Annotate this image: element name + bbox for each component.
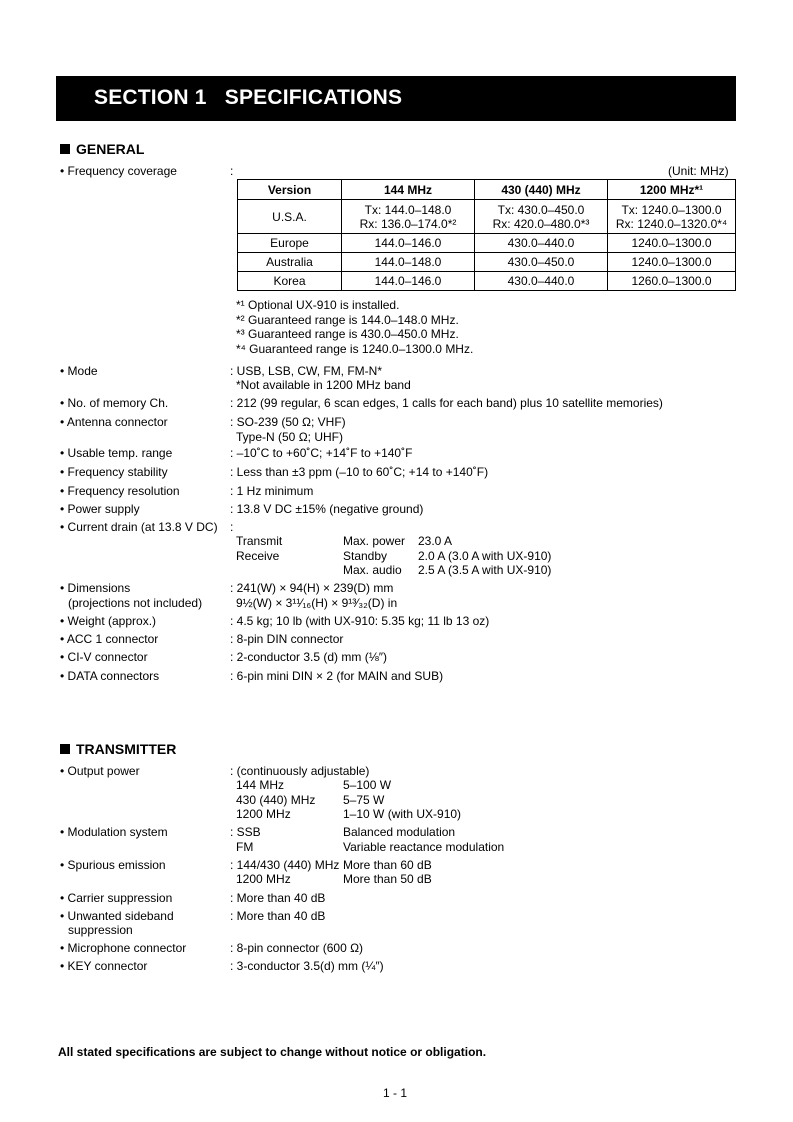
- page-number: 1 - 1: [383, 1086, 408, 1100]
- cell-1200: [608, 200, 736, 234]
- transmitter-heading: [60, 741, 176, 757]
- output-range: 5–75 W: [343, 793, 385, 807]
- microphone-label: • Microphone connector: [60, 941, 187, 955]
- spurious-band-2: 1200 MHz: [236, 872, 291, 886]
- data-value: : 6-pin mini DIN × 2 (for MAIN and SUB): [230, 669, 444, 683]
- unwanted-label: • Unwanted sideband: [60, 909, 174, 923]
- cell-version: Australia: [238, 253, 342, 272]
- cell-430: 430.0–440.0: [475, 234, 608, 253]
- carrier-value: : More than 40 dB: [230, 891, 326, 905]
- antenna-value: : SO-239 (50 Ω; VHF): [230, 415, 346, 429]
- spurious-value-2: More than 50 dB: [343, 872, 432, 886]
- resolution-value: : 1 Hz minimum: [230, 484, 314, 498]
- cell-144: 144.0–148.0: [342, 253, 475, 272]
- footnote: *¹ Optional UX-910 is installed.: [236, 298, 400, 312]
- freq-label: • Frequency coverage: [60, 164, 177, 178]
- general-heading-text: GENERAL: [76, 141, 145, 157]
- stability-value: : Less than ±3 ppm (–10 to 60˚C; +14 to +140˚F): [230, 465, 489, 479]
- dimensions-value-2: 9½(W) × 3¹¹⁄₁₆(H) × 9¹³⁄₃₂(D) in: [236, 596, 398, 610]
- maxpower-label: Max. power: [343, 534, 406, 548]
- output-band: 1200 MHz: [236, 807, 291, 821]
- standby-label: Standby: [343, 549, 388, 563]
- dimensions-label: • Dimensions: [60, 581, 131, 595]
- weight-value: : 4.5 kg; 10 lb (with UX-910: 5.35 kg; 11 lb 13 oz): [230, 614, 490, 628]
- civ-value: : 2-conductor 3.5 (d) mm (⅛″): [230, 650, 387, 664]
- standby-value: 2.0 A (3.0 A with UX-910): [418, 549, 552, 563]
- unwanted-value: : More than 40 dB: [230, 909, 326, 923]
- maxaudio-label: Max. audio: [343, 563, 402, 577]
- table-row: [238, 272, 736, 291]
- acc-label: • ACC 1 connector: [60, 632, 159, 646]
- unwanted-label-2: suppression: [68, 923, 133, 937]
- stability-label: • Frequency stability: [60, 465, 168, 479]
- data-label: • DATA connectors: [60, 669, 160, 683]
- freq-colon: :: [230, 164, 234, 178]
- footnote: *² Guaranteed range is 144.0–148.0 MHz.: [236, 313, 459, 327]
- frequency-table: [237, 179, 736, 291]
- section-title: SECTION 1 SPECIFICATIONS: [94, 86, 403, 109]
- spurious-band-1: : 144/430 (440) MHz: [230, 858, 340, 872]
- col-header: 430 (440) MHz: [475, 180, 608, 200]
- temp-value: : –10˚C to +60˚C; +14˚F to +140˚F: [230, 446, 413, 460]
- maxaudio-value: 2.5 A (3.5 A with UX-910): [418, 563, 552, 577]
- current-label: • Current drain (at 13.8 V DC): [60, 520, 218, 534]
- mode-value: : USB, LSB, CW, FM, FM-N*: [230, 364, 383, 378]
- mode-note: *Not available in 1200 MHz band: [236, 378, 411, 392]
- table-row: [238, 253, 736, 272]
- modulation-ssb-desc: Balanced modulation: [343, 825, 456, 839]
- section-banner: [56, 76, 736, 121]
- footer-note: All stated specifications are subject to change without notice or obligation.: [58, 1045, 487, 1059]
- output-band: 144 MHz: [236, 778, 285, 792]
- output-value: : (continuously adjustable): [230, 764, 370, 778]
- dimensions-value: : 241(W) × 94(H) × 239(D) mm: [230, 581, 394, 595]
- power-label: • Power supply: [60, 502, 140, 516]
- cell-430: 430.0–450.0: [475, 253, 608, 272]
- cell-430: 430.0–440.0: [475, 272, 608, 291]
- antenna-value-2: Type-N (50 Ω; UHF): [236, 430, 343, 444]
- carrier-label: • Carrier suppression: [60, 891, 173, 905]
- cell-144: [342, 200, 475, 234]
- civ-label: • CI-V connector: [60, 650, 148, 664]
- receive-label: Receive: [236, 549, 280, 563]
- square-bullet-icon: [60, 744, 70, 754]
- modulation-ssb: : SSB: [230, 825, 261, 839]
- cell-1200: 1240.0–1300.0: [608, 234, 736, 253]
- cell-1200: 1260.0–1300.0: [608, 272, 736, 291]
- spurious-value-1: More than 60 dB: [343, 858, 432, 872]
- output-range: 1–10 W (with UX-910): [343, 807, 462, 821]
- cell-1200: 1240.0–1300.0: [608, 253, 736, 272]
- output-range: 5–100 W: [343, 778, 392, 792]
- modulation-fm-desc: Variable reactance modulation: [343, 840, 505, 854]
- unit-label: (Unit: MHz): [668, 164, 729, 178]
- output-band: 430 (440) MHz: [236, 793, 316, 807]
- table-row: [238, 234, 736, 253]
- acc-value: : 8-pin DIN connector: [230, 632, 344, 646]
- microphone-value: : 8-pin connector (600 Ω): [230, 941, 364, 955]
- cell-tx: Tx: 430.0–450.0: [497, 202, 585, 217]
- col-header: 1200 MHz*¹: [608, 180, 736, 200]
- key-label: • KEY connector: [60, 959, 148, 973]
- output-label: • Output power: [60, 764, 140, 778]
- modulation-fm: FM: [236, 840, 254, 854]
- modulation-label: • Modulation system: [60, 825, 168, 839]
- key-value: : 3-conductor 3.5(d) mm (¼″): [230, 959, 384, 973]
- transmit-label: Transmit: [236, 534, 283, 548]
- spurious-label: • Spurious emission: [60, 858, 166, 872]
- cell-version: Europe: [238, 234, 342, 253]
- temp-label: • Usable temp. range: [60, 446, 173, 460]
- mode-label: • Mode: [60, 364, 98, 378]
- col-header: 144 MHz: [342, 180, 475, 200]
- cell-rx: Rx: 420.0–480.0*³: [492, 216, 590, 231]
- current-colon: :: [230, 520, 234, 534]
- table-header-row: [238, 180, 736, 200]
- power-value: : 13.8 V DC ±15% (negative ground): [230, 502, 424, 516]
- footnote: *³ Guaranteed range is 430.0–450.0 MHz.: [236, 327, 459, 341]
- cell-144: 144.0–146.0: [342, 272, 475, 291]
- memory-value: : 212 (99 regular, 6 scan edges, 1 calls for each band) plus 10 satellite memories): [230, 396, 663, 410]
- cell-rx: Rx: 1240.0–1320.0*⁴: [615, 216, 728, 231]
- cell-tx: Tx: 1240.0–1300.0: [621, 202, 722, 217]
- col-header: Version: [238, 180, 342, 200]
- general-heading: [60, 141, 144, 157]
- cell-version: U.S.A.: [238, 200, 342, 234]
- memory-label: • No. of memory Ch.: [60, 396, 169, 410]
- cell-tx: Tx: 144.0–148.0: [364, 202, 452, 217]
- cell-rx: Rx: 136.0–174.0*²: [359, 216, 457, 231]
- maxpower-value: 23.0 A: [418, 534, 453, 548]
- antenna-label: • Antenna connector: [60, 415, 168, 429]
- cell-version: Korea: [238, 272, 342, 291]
- dimensions-label-2: (projections not included): [68, 596, 203, 610]
- cell-430: [475, 200, 608, 234]
- resolution-label: • Frequency resolution: [60, 484, 180, 498]
- weight-label: • Weight (approx.): [60, 614, 157, 628]
- transmitter-heading-text: TRANSMITTER: [76, 741, 177, 757]
- cell-144: 144.0–146.0: [342, 234, 475, 253]
- square-bullet-icon: [60, 144, 70, 154]
- footnote: *⁴ Guaranteed range is 1240.0–1300.0 MHz.: [236, 342, 474, 356]
- table-row: [238, 200, 736, 234]
